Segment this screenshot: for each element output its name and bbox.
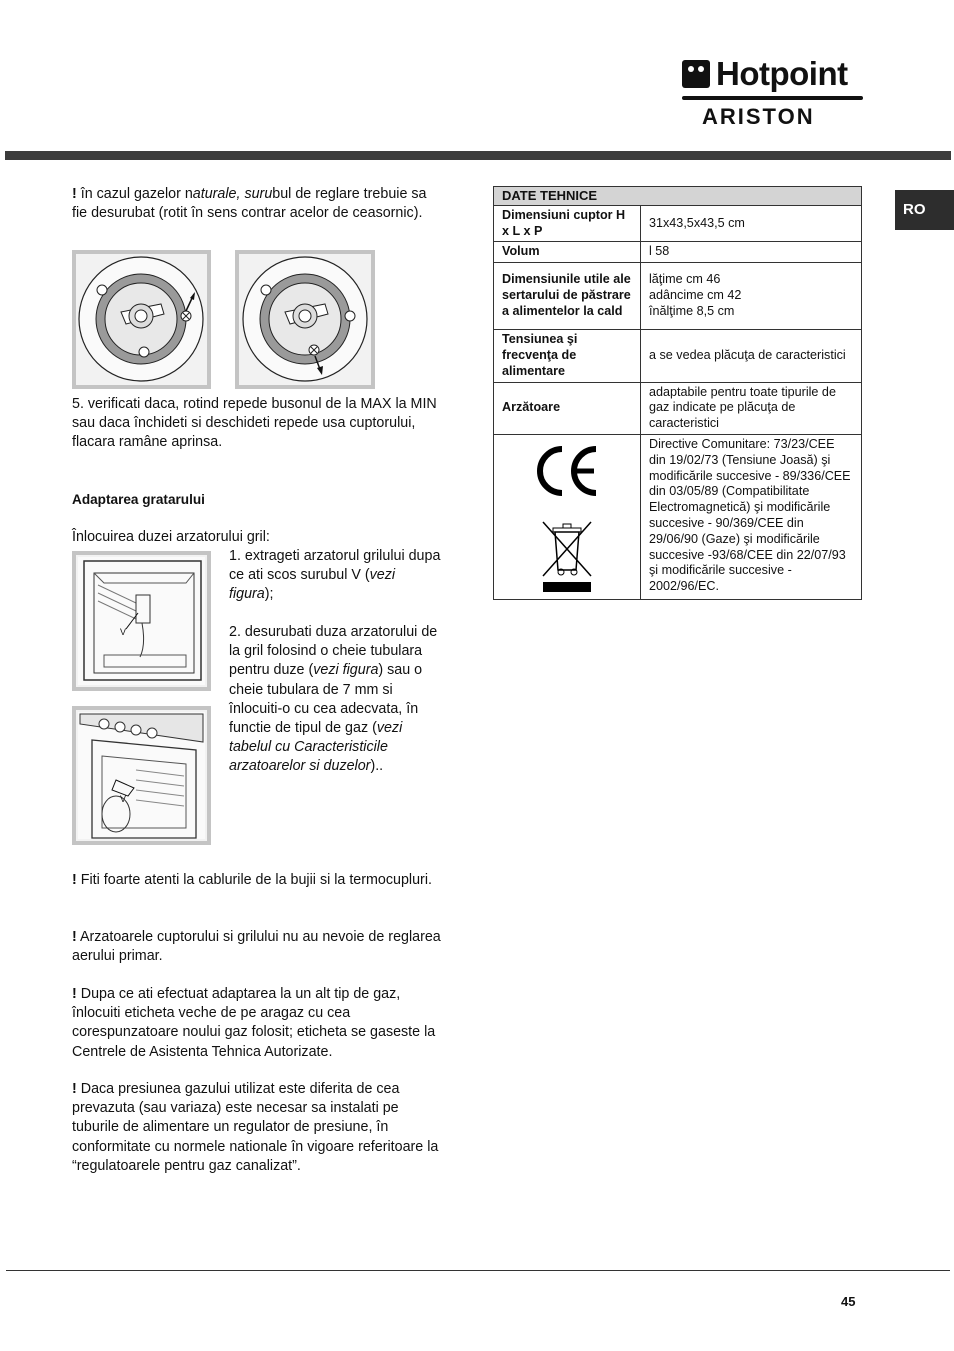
brand-sub: ARISTON — [702, 104, 815, 129]
logo-divider — [682, 96, 863, 100]
flame-check-step: 5. verificati daca, rotind repede busonul de la MAX la MIN sau daca închideti si deschideti repede usa cuptorului, flacara ramâne aprinsa. — [72, 396, 437, 451]
row-value: lăţime cm 46 adâncime cm 42 înălţime 8,5 cm — [641, 263, 862, 330]
technical-data-table — [493, 186, 862, 600]
row-value: a se vedea plăcuţa de caracteristici — [641, 330, 862, 382]
table-row — [494, 242, 862, 263]
row-value: 31x43,5x43,5 cm — [641, 205, 862, 242]
knob-figure-1 — [72, 250, 211, 389]
table-title: DATE TEHNICE — [494, 187, 862, 206]
row-label: Dimensiunile utile ale sertarului de păstrare a alimentelor la cald — [494, 263, 641, 330]
weee-bin-icon — [541, 520, 593, 592]
screw-v-label: V — [120, 627, 127, 637]
grill-intro: Înlocuirea duzei arzatorului gril: — [72, 529, 270, 545]
knob-figure-2 — [235, 250, 375, 389]
table-row — [494, 330, 862, 382]
grill-figure-2 — [72, 706, 211, 845]
header-rule — [5, 151, 951, 160]
row-value: l 58 — [641, 242, 862, 263]
warning-note-4: ! Daca presiunea gazului utilizat este diferita de cea prevazuta (sau variaza) este necesar sa instalati pe tuburile de alimentare un regulator de presiune, în conformitate cu normele nationale în vigoare referitoare la “regulatoarele pentru gaz canalizat”. — [72, 1081, 439, 1174]
table-row — [494, 434, 862, 599]
row-value: Directive Comunitare: 73/23/CEE din 19/02/73 (Tensiune Joasă) şi modificările succesive - 89/336/CEE din 03/05/89 (Compatibilitate Electromagnetică) şi modificările succesive - 90/369/CEE din 29/06/90 (Gaze) şi modificările succesive -93/68/CEE din 22/07/93 şi modificările succesive - 2002/96/EC. — [641, 434, 862, 599]
footer-rule — [6, 1270, 950, 1271]
row-label: Arzătoare — [494, 382, 641, 434]
row-label: Tensiunea şi frecvenţa de alimentare — [494, 330, 641, 382]
row-label: Volum — [494, 242, 641, 263]
grill-step-1: 1. extrageti arzatorul grilului dupa ce ati scos surubul V (vezi figura); — [229, 548, 441, 603]
language-tab: RO — [895, 190, 954, 230]
row-label: Dimensiuni cuptor H x L x P — [494, 205, 641, 242]
table-header-row — [494, 187, 862, 206]
table-row — [494, 205, 862, 242]
table-row — [494, 382, 862, 434]
burner-knob-icon — [239, 254, 371, 385]
screw-v-label: V — [120, 794, 127, 804]
ce-mark-icon — [532, 445, 602, 497]
oven-grill-icon — [76, 555, 207, 687]
row-value: adaptabile pentru toate tipurile de gaz indicate pe plăcuţa de caracteristici — [641, 382, 862, 434]
warning-note-2: ! Arzatoarele cuptorului si grilului nu au nevoie de reglarea aerului primar. — [72, 929, 441, 965]
brand-name: Hotpoint — [716, 55, 848, 92]
warning-note-1: ! Fiti foarte atenti la cablurile de la bujii si la termocupluri. — [72, 872, 432, 888]
section-heading: Adaptarea gratarului — [72, 492, 205, 507]
warning-note-3: ! Dupa ce ati efectuat adaptarea la un alt tip de gaz, înlocuiti eticheta veche de pe aragaz cu cea corespunzatoare noului gaz folosit; eticheta se gaseste la Centrele de Asistenta Tehnica Autorizate. — [72, 986, 436, 1060]
burner-knob-icon — [76, 254, 207, 385]
grill-step-2: 2. desurubati duza arzatorului de la gril folosind o cheie tubulara pentru duze (vezi figura) sau o cheie tubulara de 7 mm si înlocuiti-o cu cea adecvata, în functie de tipul de gaz (vezi tabelul cu Caracteristicile arzatoarelor si duzelor).. — [229, 624, 438, 775]
marking-cell — [494, 434, 641, 599]
natural-gas-note: ! în cazul gazelor naturale, surubul de reglare trebuie sa fie desurubat (rotit în sens contrar acelor de ceasornic). — [72, 186, 427, 222]
oven-grill-icon — [76, 710, 207, 841]
brand-logo — [682, 56, 864, 132]
hotpoint-logo-icon — [682, 60, 710, 88]
table-row — [494, 263, 862, 330]
page-number: 45 — [841, 1294, 856, 1309]
grill-figure-1 — [72, 551, 211, 691]
